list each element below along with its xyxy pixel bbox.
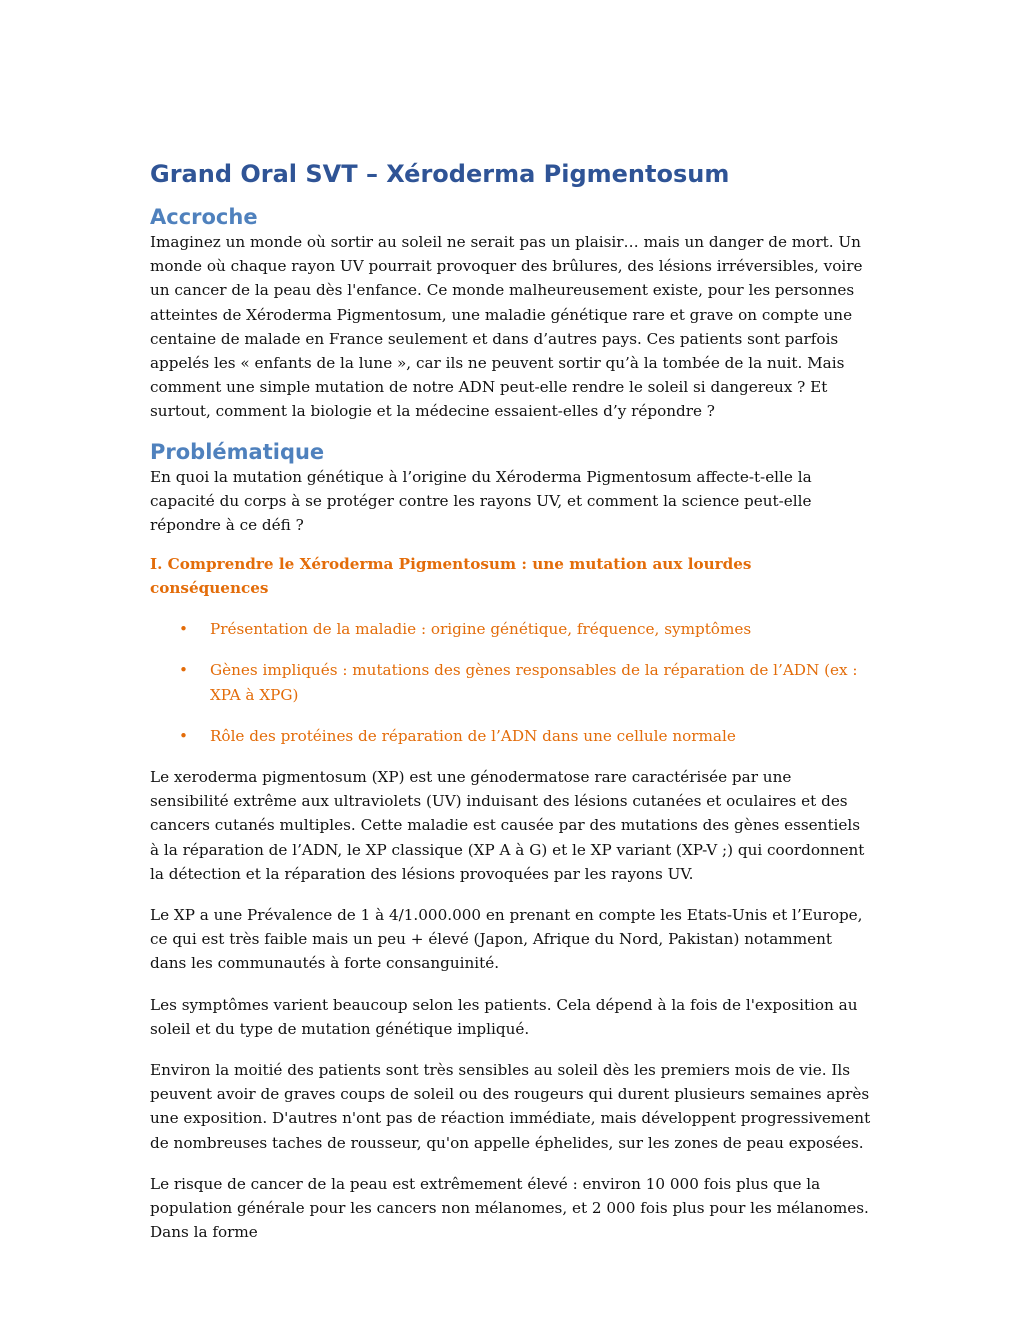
paragraph-problematique: En quoi la mutation génétique à l’origine du Xéroderma Pigmentosum affecte-t-elle la capacité du corps à se protéger contre les rayons UV, et comment la science peut-elle répondre à ce défi ? [150,467,812,535]
part-1-bullet-list [150,617,872,748]
heading-part-1: I. Comprendre le Xéroderma Pigmentosum : une mutation aux lourdes conséquences [150,555,752,598]
list-item-text: Rôle des protéines de réparation de l’ADN dans une cellule normale [210,726,736,745]
document-page [150,158,872,1245]
bullet-marker: • [179,620,188,639]
document-title: Grand Oral SVT – Xéroderma Pigmentosum [150,160,730,188]
list-item [150,658,872,706]
paragraph-body: Le risque de cancer de la peau est extrêmement élevé : environ 10 000 fois plus que la population générale pour les cancers non mélanomes, et 2 000 fois plus pour les mélanomes. Dans la forme [150,1174,869,1242]
heading-problematique: Problématique [150,439,325,464]
bullet-marker: • [179,661,188,680]
list-item [150,617,872,641]
bullet-marker: • [179,726,188,745]
paragraph-body: Le xeroderma pigmentosum (XP) est une génodermatose rare caractérisée par une sensibilité extrême aux ultraviolets (UV) induisant des lésions cutanées et oculaires et des cancers cutanés multiples. Cette maladie est causée par des mutations des gènes essentiels à la réparation de l’ADN, le XP classique (XP A à G) et le XP variant (XP-V ;) qui coordonnent la détection et la réparation des lésions provoquées par les rayons UV. [150,768,865,883]
list-item-text: Gènes impliqués : mutations des gènes responsables de la réparation de l’ADN (ex : XPA à XPG) [210,661,858,704]
paragraph-accroche: Imaginez un monde où sortir au soleil ne serait pas un plaisir… mais un danger de mort. Un monde où chaque rayon UV pourrait provoquer des brûlures, des lésions irréversibles, voire un cancer de la peau dès l'enfance. Ce monde malheureusement existe, pour les personnes atteintes de Xéroderma Pigmentosum, une maladie génétique rare et grave on compte une centaine de malade en France seulement et dans d’autres pays. Ces patients sont parfois appelés les « enfants de la lune », car ils ne peuvent sortir qu’à la tombée de la nuit. Mais comment une simple mutation de notre ADN peut-elle rendre le soleil si dangereux ? Et surtout, comment la biologie et la médecine essaient-elles d’y répondre ? [150,233,863,421]
paragraph-body: Environ la moitié des patients sont très sensibles au soleil dès les premiers mois de vie. Ils peuvent avoir de graves coups de soleil ou des rougeurs qui durent plusieurs semaines après une exposition. D'autres n'ont pas de réaction immédiate, mais développent progressivement de nombreuses taches de rousseur, qu'on appelle éphelides, sur les zones de peau exposées. [150,1061,871,1152]
heading-accroche: Accroche [150,205,258,229]
list-item-text: Présentation de la maladie : origine génétique, fréquence, symptômes [210,620,752,639]
paragraph-body: Les symptômes varient beaucoup selon les patients. Cela dépend à la fois de l'exposition au soleil et du type de mutation génétique impliqué. [150,995,858,1038]
list-item [150,724,872,748]
paragraph-body: Le XP a une Prévalence de 1 à 4/1.000.000 en prenant en compte les Etats-Unis et l’Europe, ce qui est très faible mais un peu + élevé (Japon, Afrique du Nord, Pakistan) notamment dans les communautés à forte consanguinité. [150,906,863,973]
